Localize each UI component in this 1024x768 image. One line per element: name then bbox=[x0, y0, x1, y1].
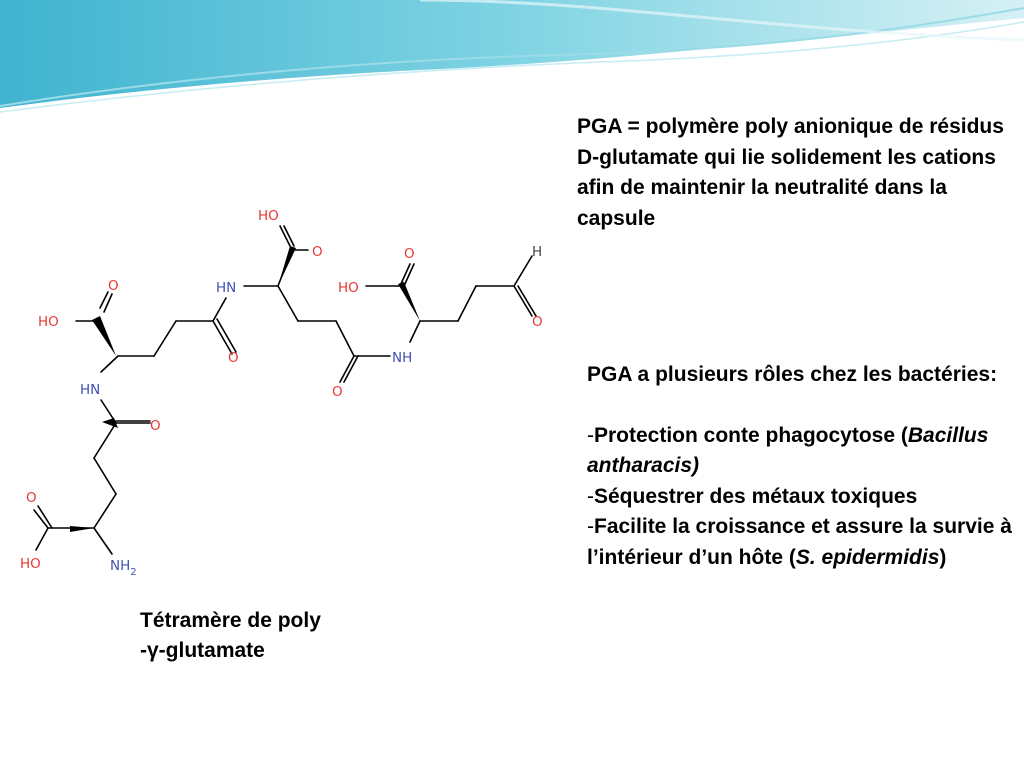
molecule-structure-panel bbox=[16, 122, 544, 650]
atom-ho-3: HO bbox=[338, 280, 359, 296]
atom-hn-1: HN bbox=[216, 280, 237, 296]
role-item-host-survival: -Facilite la croissance et assure la survie à l’intérieur d’un hôte (S. epidermidis) bbox=[587, 515, 1012, 569]
role-item-phagocytosis: -Protection conte phagocytose (Bacillus antharacis) bbox=[587, 423, 989, 477]
roles-intro: PGA a plusieurs rôles chez les bactéries: bbox=[587, 363, 998, 386]
atom-nh-link: NH bbox=[392, 350, 413, 366]
atom-ho-2: HO bbox=[258, 208, 279, 224]
header-wave-decoration bbox=[0, 0, 1024, 120]
atom-ho-bottom: HO bbox=[20, 556, 41, 572]
atom-nh2: $NH_2$ bbox=[110, 558, 137, 578]
caption-line-1: Tétramère de poly bbox=[140, 609, 321, 632]
pga-roles-block bbox=[587, 360, 1017, 573]
caption-line-2: -γ-glutamate bbox=[140, 639, 265, 662]
atom-o-bottom: O bbox=[26, 490, 37, 506]
atom-o-amide-1: O bbox=[332, 384, 343, 400]
atom-o-amide-2: O bbox=[150, 418, 161, 434]
atom-hn-3: HN bbox=[80, 382, 101, 398]
atom-o-3: O bbox=[404, 246, 415, 262]
atom-o-top-1: O bbox=[108, 278, 119, 294]
pga-definition-text: PGA = polymère poly anionique de résidus D-glutamate qui lie solidement les cations afin de maintenir la neutralité dans la capsule bbox=[577, 115, 1004, 230]
atom-o-end: O bbox=[532, 314, 543, 330]
atom-o-2b: O bbox=[228, 350, 239, 366]
atom-h-end: H bbox=[532, 244, 543, 260]
structure-caption bbox=[140, 606, 321, 666]
atom-o-2a: O bbox=[312, 244, 323, 260]
role-item-metals: -Séquestrer des métaux toxiques bbox=[587, 484, 918, 508]
tetramer-structure-diagram bbox=[16, 122, 544, 650]
atom-ho-1: HO bbox=[38, 314, 59, 330]
